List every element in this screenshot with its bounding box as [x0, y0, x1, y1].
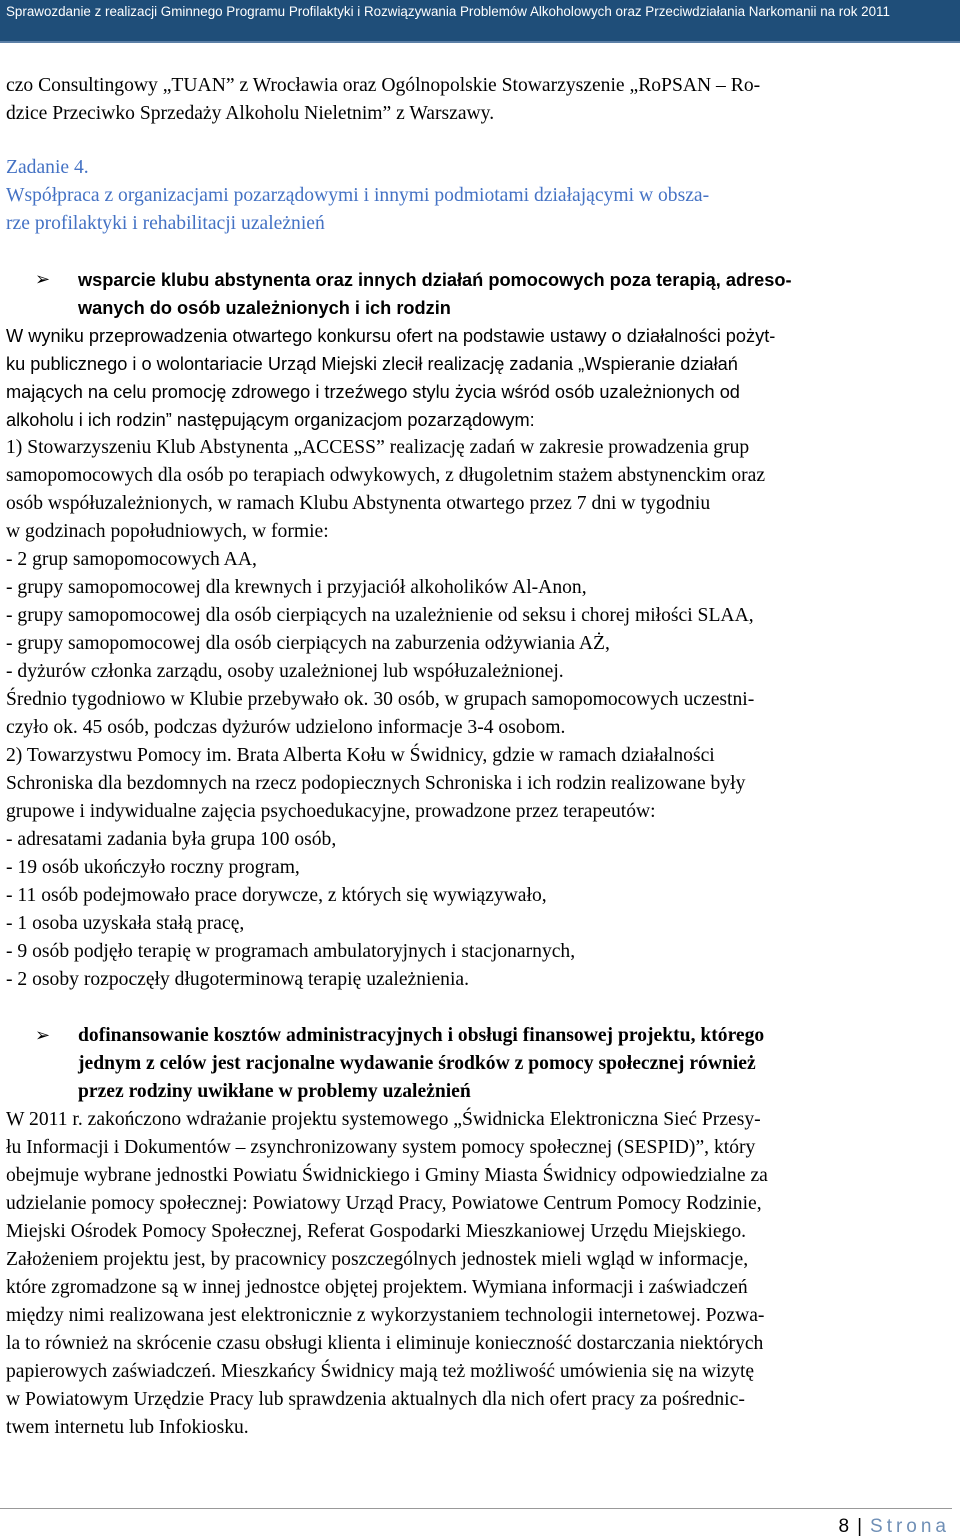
text-line: osób współuzależnionych, w ramach Klubu Abstynenta otwartego przez 7 dni w tygodniu — [6, 493, 711, 514]
document-body — [6, 72, 953, 1442]
list-item: - 19 osób ukończyło roczny program, — [6, 857, 300, 878]
spacer — [6, 238, 953, 266]
text-line: Założeniem projektu jest, by pracownicy poszczególnych jednostek mieli wgląd w informacje, — [6, 1249, 749, 1270]
bullet-item — [6, 1022, 953, 1106]
page-word: Strona — [870, 1516, 950, 1537]
text-line: mających na celu promocję zdrowego i trzeźwego stylu życia wśród osób uzależnionych od — [6, 382, 740, 402]
text-line: w godzinach popołudniowych, w formie: — [6, 521, 329, 542]
text-line: dzice Przeciwko Sprzedaży Alkoholu Nieletnim” z Warszawy. — [6, 103, 495, 124]
bullet-line: dofinansowanie kosztów administracyjnych i obsługi finansowej projektu, którego — [78, 1025, 765, 1046]
text-line: grupowe i indywidualne zajęcia psychoedukacyjne, prowadzone przez terapeutów: — [6, 801, 656, 822]
text-line: Schroniska dla bezdomnych na rzecz podopiecznych Schroniska i ich rodzin realizowane były — [6, 773, 746, 794]
text-line: W wyniku przeprowadzenia otwartego konkursu ofert na podstawie ustawy o działalności pożyt- — [6, 326, 776, 346]
section-paragraph — [6, 1106, 953, 1442]
text-line: la to również na skrócenie czasu obsługi klienta i eliminuje konieczność dostarczania niektórych — [6, 1333, 764, 1354]
text-line: Miejski Ośrodek Pomocy Społecznej, Referat Gospodarki Mieszkaniowej Urzędu Miejskiego. — [6, 1221, 747, 1242]
text-line: czyło ok. 45 osób, podczas dyżurów udzielono informacje 3-4 osobom. — [6, 717, 566, 738]
bullet-line: przez rodziny uwikłane w problemy uzależnień — [78, 1081, 471, 1102]
spacer — [6, 128, 953, 154]
header-title: Sprawozdanie z realizacji Gminnego Programu Profilaktyki i Rozwiązywania Problemów Alkoholowych oraz Przeciwdziałania Narkomanii na rok 2011 — [6, 4, 890, 19]
text-line: ku publicznego i o wolontariacie Urząd Miejski zlecił realizację zadania „Wspieranie działań — [6, 354, 738, 374]
list-item: - 11 osób podejmowało prace dorywcze, z których się wywiązywało, — [6, 885, 547, 906]
footer-divider — [0, 1508, 952, 1509]
spacer — [6, 994, 953, 1022]
bullet-line: wsparcie klubu abstynenta oraz innych działań pomocowych poza terapią, adreso- — [78, 270, 792, 290]
text-line: łu Informacji i Dokumentów – zsynchronizowany system pomocy społecznej (SESPID)”, który — [6, 1137, 756, 1158]
list-item: - grupy samopomocowej dla osób cierpiących na zaburzenia odżywiania AŻ, — [6, 633, 610, 654]
section-paragraph — [6, 322, 953, 434]
text-line: W 2011 r. zakończono wdrażanie projektu systemowego „Świdnicka Elektroniczna Sieć Przesy- — [6, 1109, 761, 1130]
text-line: które zgromadzone są w innej jednostce objętej projektem. Wymiana informacji i zaświadczeń — [6, 1277, 748, 1298]
text-line: między nimi realizowana jest elektronicznie z wykorzystaniem technologii internetowej. Pozwa- — [6, 1305, 765, 1326]
task-number: Zadanie 4. — [6, 157, 89, 178]
header-divider — [0, 41, 960, 43]
list-item: - adresatami zadania była grupa 100 osób, — [6, 829, 337, 850]
list-item: - 9 osób podjęło terapię w programach ambulatoryjnych i stacjonarnych, — [6, 941, 576, 962]
list-item: - dyżurów członka zarządu, osoby uzależnionej lub współuzależnionej. — [6, 661, 564, 682]
list-item: - 2 osoby rozpoczęły długoterminową terapię uzależnienia. — [6, 969, 469, 990]
text-line: 2) Towarzystwu Pomocy im. Brata Alberta Kołu w Świdnicy, gdzie w ramach działalności — [6, 745, 715, 766]
task-title-line: Współpraca z organizacjami pozarządowymi i innymi podmiotami działającymi w obsza- — [6, 185, 710, 206]
task-heading — [6, 154, 953, 238]
text-line: papierowych zaświadczeń. Mieszkańcy Świdnicy mają też możliwość umówienia się na wizytę — [6, 1361, 755, 1382]
text-line: obejmuje wybrane jednostki Powiatu Świdnickiego i Gminy Miasta Świdnicy odpowiedzialne za — [6, 1165, 768, 1186]
bullet-line: wanych do osób uzależnionych i ich rodzin — [78, 298, 451, 318]
section-paragraph — [6, 434, 953, 994]
text-line: twem internetu lub Infokiosku. — [6, 1417, 249, 1438]
page-header — [0, 0, 960, 42]
list-item: - grupy samopomocowej dla osób cierpiących na uzależnienie od seksu i chorej miłości SLAA, — [6, 605, 754, 626]
arrow-bullet-icon: ➢ — [35, 1025, 51, 1046]
bullet-line: jednym z celów jest racjonalne wydawanie środków z pomocy społecznej również — [78, 1053, 756, 1074]
text-line: w Powiatowym Urzędzie Pracy lub sprawdzenia aktualnych dla nich ofert pracy za pośrednic- — [6, 1389, 745, 1410]
task-title-line: rze profilaktyki i rehabilitacji uzależnień — [6, 213, 325, 234]
arrow-bullet-icon: ➢ — [35, 269, 51, 290]
list-item: - 1 osoba uzyskała stałą pracę, — [6, 913, 245, 934]
footer-separator: | — [857, 1516, 863, 1537]
list-item: - grupy samopomocowej dla krewnych i przyjaciół alkoholików Al-Anon, — [6, 577, 587, 598]
text-line: alkoholu i ich rodzin” następującym organizacjom pozarządowym: — [6, 410, 535, 430]
bullet-item — [6, 266, 953, 322]
text-line: Średnio tygodniowo w Klubie przebywało ok. 30 osób, w grupach samopomocowych uczestni- — [6, 689, 755, 710]
list-item: - 2 grup samopomocowych AA, — [6, 549, 257, 570]
page-footer — [839, 1516, 951, 1538]
text-line: samopomocowych dla osób po terapiach odwykowych, z długoletnim stażem abstynenckim oraz — [6, 465, 766, 486]
text-line: 1) Stowarzyszeniu Klub Abstynenta „ACCESS” realizację zadań w zakresie prowadzenia grup — [6, 437, 750, 458]
text-line: czo Consultingowy „TUAN” z Wrocławia oraz Ogólnopolskie Stowarzyszenie „RoPSAN – Ro- — [6, 75, 761, 96]
intro-paragraph — [6, 72, 953, 128]
page-number: 8 — [838, 1516, 850, 1537]
text-line: udzielanie pomocy społecznej: Powiatowy Urząd Pracy, Powiatowe Centrum Pomocy Rodzinie, — [6, 1193, 762, 1214]
